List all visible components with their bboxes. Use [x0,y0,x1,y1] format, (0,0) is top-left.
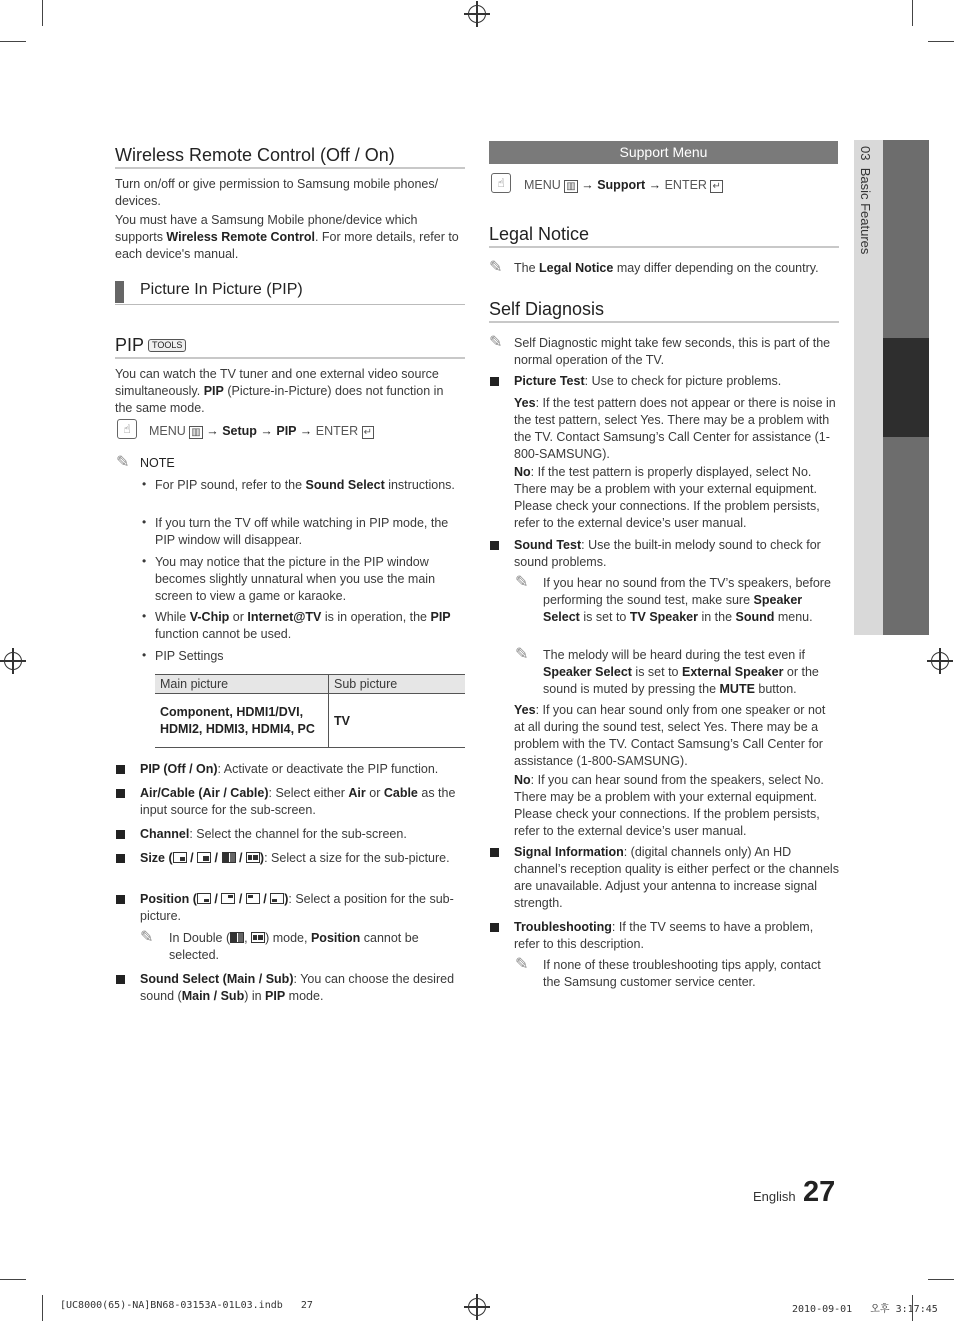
position-top-left-icon [246,893,260,904]
pip-desc: You can watch the TV tuner and one external video source simultaneously. PIP (Picture-in-Picture) does not function in the same mode. [115,367,444,415]
position-top-right-icon [221,893,235,904]
square-bullet-icon [116,854,125,863]
table-cell: TV [334,713,350,728]
signal-information-item: Signal Information: (digital channels only) An HD channel’s reception quality is either perfect or the channels are unavailable. Adjust your antenna to increase signal strength. [514,845,839,910]
square-bullet-icon [490,377,499,386]
option-item: Size ( / / / ): Select a size for the sub-picture. [140,851,450,865]
square-bullet-icon [116,975,125,984]
support-menu-path: MENU ▥ → Support → ENTER ↵ [524,178,721,192]
self-diagnosis-title: Self Diagnosis [489,299,605,319]
hand-menu-icon: ☝ [491,173,511,193]
dot-bullet-icon: • [142,609,147,623]
wireless-title: Wireless Remote Control (Off / On) [115,145,395,165]
size-double-alt-icon [246,852,260,863]
note-pencil-icon: ✎ [489,334,503,351]
pip-settings-table [155,674,465,748]
section-marker [115,281,124,303]
sound-test-yes: Yes: If you can hear sound only from one speaker or not at all during the sound test, select Yes. There may be a problem with the TV. Contact Samsung’s Call Center for assistance (1-800-SAMSUNG). [514,703,826,768]
size-double-icon [222,852,236,863]
square-bullet-icon [116,895,125,904]
pip-title: PIP TOOLS [115,335,186,356]
troubleshooting-note: If none of these troubleshooting tips apply, contact the Samsung customer service center. [543,958,821,989]
registration-mark-icon [4,652,22,670]
sidebar-chapter-label: 03 Basic Features [858,146,873,255]
troubleshooting-item: Troubleshooting: If the TV seems to have a problem, refer to this description. [514,920,814,951]
note-pencil-icon: ✎ [489,259,503,276]
crop-mark [928,41,954,42]
option-item: Sound Select (Main / Sub): You can choose the desired sound (Main / Sub) in PIP mode. [140,972,455,1003]
square-bullet-icon [116,830,125,839]
dot-bullet-icon: • [142,554,147,568]
print-date-info: 2010-09-01 오후 3:17:45 [792,1304,938,1315]
position-note: In Double ( , ) mode, Position cannot be selected. [169,931,419,962]
sound-test-note: The melody will be heard during the test even if Speaker Select is set to External Speaker or the sound is muted by pressing the MUTE button. [543,648,819,696]
note-pencil-icon: ✎ [140,929,154,946]
crop-mark [42,0,43,26]
divider [115,167,465,169]
square-bullet-icon [490,541,499,550]
support-menu-header: Support Menu [489,141,838,164]
table-header: Sub picture [334,677,398,691]
table-cell: Component, HDMI1/DVI, HDMI2, HDMI3, HDMI4, PC [155,694,329,748]
divider [489,321,839,323]
size-large-icon [197,852,211,863]
position-bottom-right-icon [197,893,211,904]
note-pencil-icon: ✎ [515,574,529,591]
note-item: While V-Chip or Internet@TV is in operation, the PIP function cannot be used. [155,610,451,641]
sidebar-block-active [883,338,929,437]
crop-mark [912,0,913,26]
footer-language: English [753,1189,796,1204]
option-item: Air/Cable (Air / Cable): Select either Air or Cable as the input source for the sub-screen. [140,786,456,817]
note-pencil-icon: ✎ [515,956,529,973]
option-item: PIP (Off / On): Activate or deactivate the PIP function. [140,762,439,776]
legal-title: Legal Notice [489,224,590,244]
legal-note: The Legal Notice may differ depending on the country. [514,261,819,275]
dot-bullet-icon: • [142,515,147,529]
registration-mark-icon [931,652,949,670]
note-item: You may notice that the picture in the PIP window becomes slightly unnatural when you use the main screen to view a game or karaoke. [155,555,436,603]
option-item: Position ( / / / ): Select a position for the sub-picture. [140,892,454,923]
hand-menu-icon: ☝ [117,419,137,439]
crop-mark [42,1295,43,1321]
crop-mark [0,41,26,42]
sound-test-no: No: If you can hear sound from the speakers, select No. There may be a problem with your external equipment. Please check your connections. If the problem persists, refer to the external device’s user manual. [514,773,824,838]
sound-test-note: If you hear no sound from the TV’s speakers, before performing the sound test, make sure Speaker Select is set to TV Speaker in the Sound menu. [543,576,831,624]
table-header: Main picture [155,675,329,694]
divider [115,357,465,359]
page-number: 27 [803,1176,836,1208]
picture-test-yes: Yes: If the test pattern does not appear or there is noise in the test pattern, select Yes. There may be a problem with the TV. Contact Samsung’s Call Center for assistance (1-800-SAMSUNG). [514,396,836,461]
sidebar-block [883,437,929,635]
pip-section-title: Picture In Picture (PIP) [140,281,303,298]
picture-test-no: No: If the test pattern is properly displayed, select No. There may be a problem with your external equipment. Please check your connections. If the problem persists, refer to the external device’s user manual. [514,465,820,530]
note-item: PIP Settings [155,649,224,663]
self-diagnosis-note: Self Diagnostic might take few seconds, this is part of the normal operation of the TV. [514,336,831,367]
registration-mark-icon [468,5,486,23]
note-pencil-icon: ✎ [116,454,130,471]
note-pencil-icon: ✎ [515,646,529,663]
sound-test-item: Sound Test: Use the built-in melody sound to check for sound problems. [514,538,821,569]
size-double-alt-icon [251,932,265,943]
square-bullet-icon [116,789,125,798]
option-item: Channel: Select the channel for the sub-screen. [140,827,407,841]
tools-badge: TOOLS [148,339,186,352]
picture-test-item: Picture Test: Use to check for picture problems. [514,374,782,388]
divider [115,304,465,305]
note-item: If you turn the TV off while watching in PIP mode, the PIP window will disappear. [155,516,449,547]
crop-mark [928,1279,954,1280]
pip-menu-path: MENU ▥ → Setup → PIP → ENTER ↵ [149,424,373,438]
print-file-info: [UC8000(65)-NA]BN68-03153A-01L03.indb 27 [60,1300,313,1311]
crop-mark [0,1279,26,1280]
square-bullet-icon [490,848,499,857]
wireless-note: You must have a Samsung Mobile phone/device which supports Wireless Remote Control. For more details, refer to each device's manual. [115,213,459,261]
divider [489,246,839,248]
square-bullet-icon [490,923,499,932]
dot-bullet-icon: • [142,477,147,491]
square-bullet-icon [116,765,125,774]
registration-mark-icon [468,1298,486,1316]
sidebar-block [883,140,929,338]
wireless-desc: Turn on/off or give permission to Samsung mobile phones/ devices. [115,177,439,208]
dot-bullet-icon: • [142,648,147,662]
position-bottom-left-icon [270,893,284,904]
note-label: NOTE [140,456,175,470]
size-small-icon [173,852,187,863]
size-double-icon [230,932,244,943]
note-item: For PIP sound, refer to the Sound Select instructions. [155,478,455,492]
